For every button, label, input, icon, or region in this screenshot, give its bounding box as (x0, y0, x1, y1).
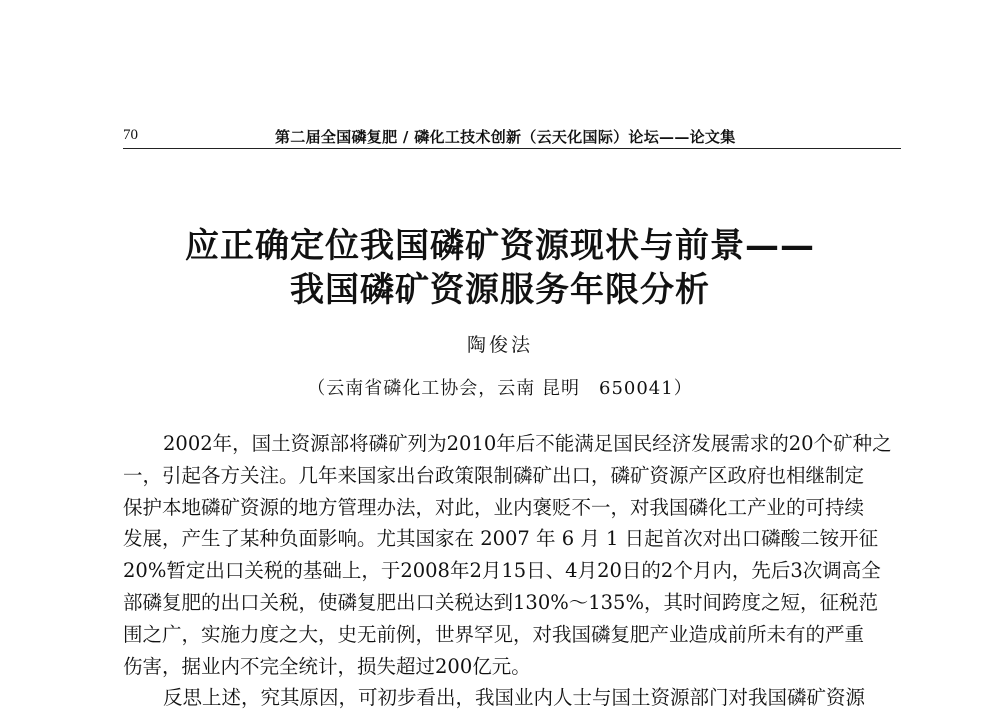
running-header (123, 126, 901, 149)
article-title-line-2: 我国磷矿资源服务年限分析 (290, 270, 710, 310)
body-line: 20%暂定出口关税的基础上，于2008年2月15日、4月20日的2个月内，先后3次调高全 (123, 559, 881, 583)
running-head-title: 第二届全国磷复肥 / 磷化工技术创新（云天化国际）论坛——论文集 (275, 128, 736, 146)
body-line: 围之广，实施力度之大，史无前例，世界罕见，对我国磷复肥产业造成前所未有的严重 (123, 622, 865, 646)
body-line: 部磷复肥的出口关税，使磷复肥出口关税达到130%～135%，其时间跨度之短，征税范 (123, 590, 878, 614)
body-line: 一，引起各方关注。几年来国家出台政策限制磷矿出口，磷矿资源产区政府也相继制定 (123, 463, 865, 487)
author-name: 陶俊法 (466, 334, 533, 356)
body-line: 发展，产生了某种负面影响。尤其国家在 2007 年 6 月 1 日起首次对出口磷酸二铵开征 (123, 527, 879, 551)
body-line: 反思上述，究其原因，可初步看出，我国业内人士与国土资源部门对我国磷矿资源 (163, 686, 866, 710)
body-line: 伤害，据业内不完全统计，损失超过200亿元。 (123, 654, 531, 678)
article-body (123, 428, 903, 714)
body-line: 2002年，国土资源部将磷矿列为2010年后不能满足国民经济发展需求的20个矿种之 (163, 432, 892, 455)
author-affiliation: （云南省磷化工协会，云南 昆明 650041） (307, 378, 693, 399)
page-number: 70 (123, 127, 138, 143)
body-line: 保护本地磷矿资源的地方管理办法，对此，业内褒贬不一，对我国磷化工产业的可持续 (123, 495, 865, 519)
article-title-line-1: 应正确定位我国磷矿资源现状与前景—— (185, 226, 815, 266)
